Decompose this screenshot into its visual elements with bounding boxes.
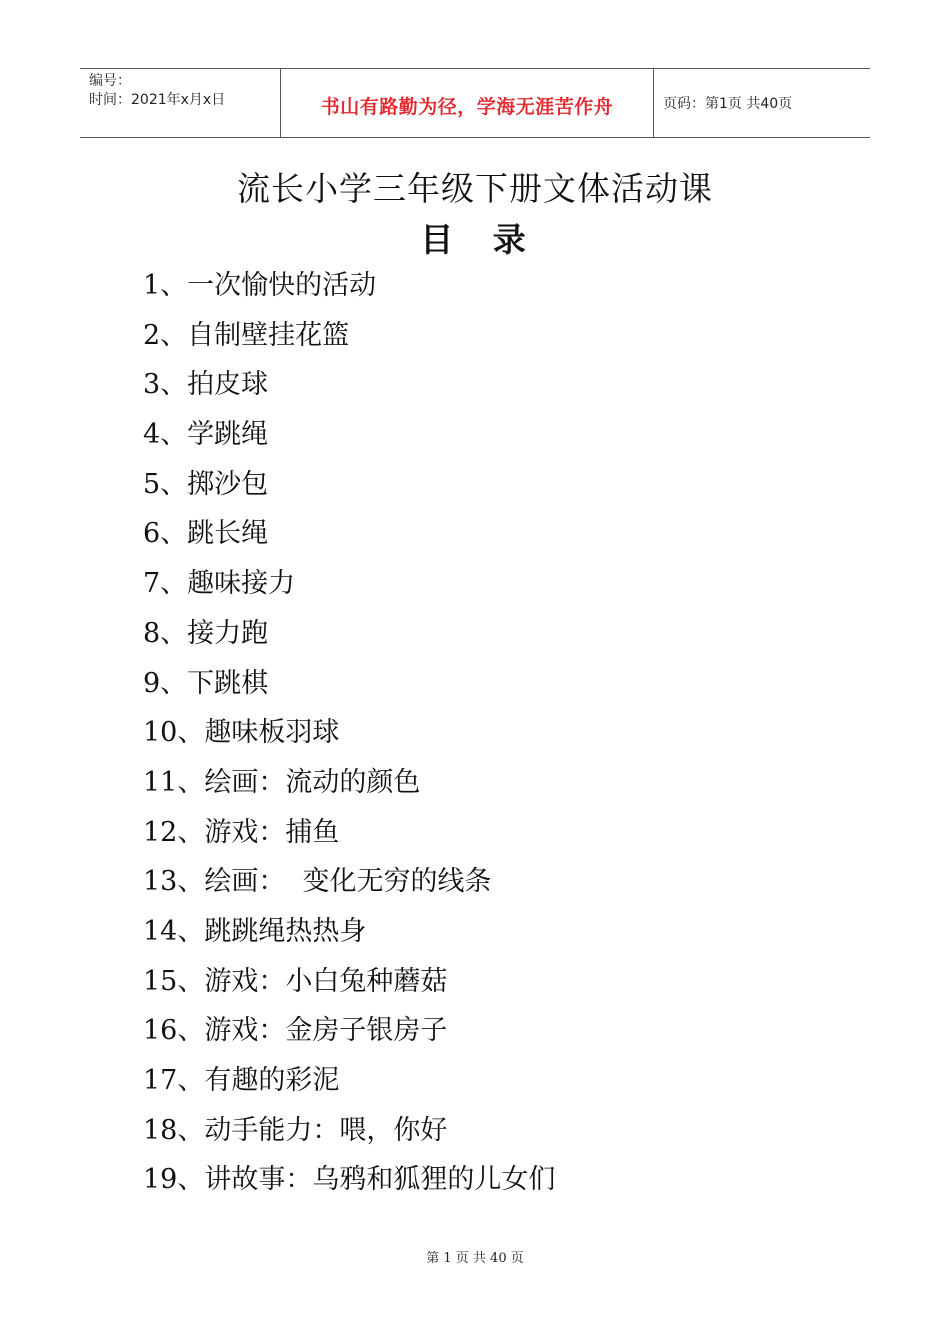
toc-item: 12、游戏：捕鱼 <box>143 816 340 848</box>
toc-item: 2、自制壁挂花篮 <box>143 319 350 351</box>
number-label: 编号： <box>89 73 131 89</box>
toc-item: 1、一次愉快的活动 <box>143 270 377 301</box>
motto-text: 书山有路勤为径，学海无涯苦作舟 <box>320 95 614 118</box>
toc-item: 6、跳长绳 <box>143 518 269 550</box>
page-info-text: 页码：第1页 共40页 <box>663 96 793 112</box>
toc-item: 15、游戏：小白兔种蘑菇 <box>143 965 448 997</box>
toc-item: 7、趣味接力 <box>143 568 296 600</box>
toc-item: 8、接力跑 <box>143 617 269 649</box>
toc-item: 3、拍皮球 <box>143 369 269 401</box>
header-page-info <box>654 69 870 137</box>
document-title: 流长小学三年级下册文体活动课 <box>237 169 713 208</box>
toc-heading: 目 录 <box>420 220 540 259</box>
toc-item: 18、动手能力：喂，你好 <box>143 1114 448 1146</box>
toc-item: 11、绘画：流动的颜色 <box>143 766 421 798</box>
toc-item: 10、趣味板羽球 <box>143 717 340 749</box>
toc-item: 4、学跳绳 <box>143 419 269 451</box>
header-meta <box>80 69 281 137</box>
page-header <box>80 68 870 138</box>
date-label: 时间：2021年x月x日 <box>89 92 226 108</box>
header-motto-cell <box>281 69 654 137</box>
toc-item: 9、下跳棋 <box>143 667 269 699</box>
toc-item: 5、掷沙包 <box>143 468 269 500</box>
toc-item: 16、游戏：金房子银房子 <box>143 1015 448 1047</box>
toc-item: 14、跳跳绳热热身 <box>143 915 367 947</box>
toc-item: 17、有趣的彩泥 <box>143 1065 340 1096</box>
toc-item: 19、讲故事：乌鸦和狐狸的儿女们 <box>143 1164 556 1196</box>
toc-item: 13、绘画： 变化无穷的线条 <box>143 866 492 898</box>
page-footer: 第 1 页 共 40 页 <box>426 1251 524 1266</box>
table-of-contents <box>143 264 555 1208</box>
